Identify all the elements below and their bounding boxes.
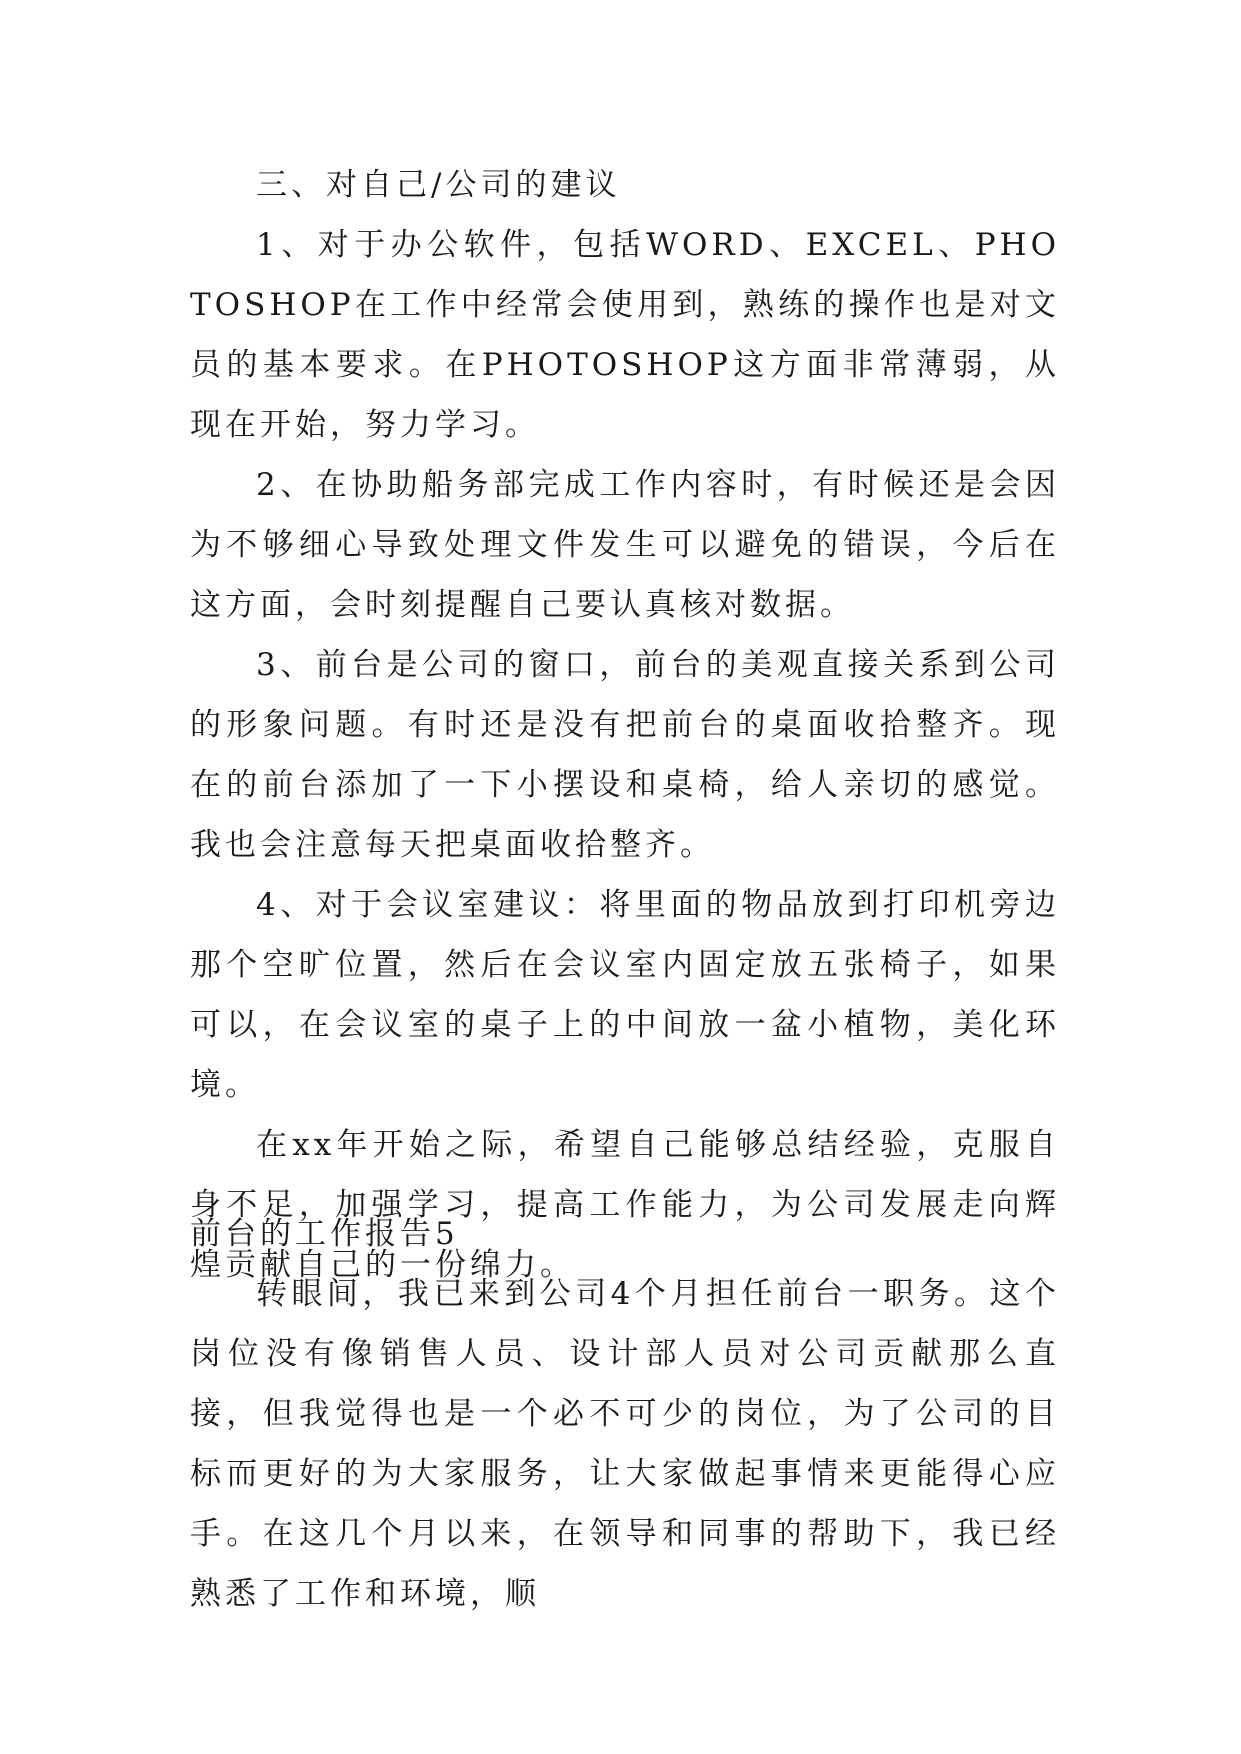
section-heading: 三、对自己/公司的建议: [256, 167, 621, 203]
paragraph-shipping-assist: 2、在协助船务部完成工作内容时，有时候还是会因为不够细心导致处理文件发生可以避免的错误，今后在这方面，会时刻提醒自己要认真核对数据。: [190, 467, 1060, 623]
paragraph-new-year: 在xx年开始之际，希望自己能够总结经验，克服自身不足，加强学习，提高工作能力，为公司发展走向辉煌贡献自己的一份绵力。: [190, 1127, 1060, 1283]
paragraph-office-software: 1、对于办公软件，包括WORD、EXCEL、PHOTOSHOP在工作中经常会使用到，熟练的操作也是对文员的基本要求。在PHOTOSHOP这方面非常薄弱，从现在开始，努力学习。: [190, 227, 1060, 443]
section-suggestions: [190, 155, 1060, 1295]
paragraph-meeting-room: 4、对于会议室建议：将里面的物品放到打印机旁边那个空旷位置，然后在会议室内固定放五张椅子，如果可以，在会议室的桌子上的中间放一盆小植物，美化环境。: [190, 887, 1060, 1103]
section-report-five: [190, 1204, 1060, 1624]
paragraph-report-intro: 转眼间，我已来到公司4个月担任前台一职务。这个岗位没有像销售人员、设计部人员对公司贡献那么直接，但我觉得也是一个必不可少的岗位，为了公司的目标而更好的为大家服务，让大家做起事情来更能得心应手。在这几个月以来，在领导和同事的帮助下，我已经熟悉了工作和环境，顺: [190, 1276, 1060, 1612]
paragraph-front-desk: 3、前台是公司的窗口，前台的美观直接关系到公司的形象问题。有时还是没有把前台的桌面收拾整齐。现在的前台添加了一下小摆设和桌椅，给人亲切的感觉。我也会注意每天把桌面收拾整齐。: [190, 647, 1060, 863]
report-title: 前台的工作报告5: [190, 1216, 459, 1252]
